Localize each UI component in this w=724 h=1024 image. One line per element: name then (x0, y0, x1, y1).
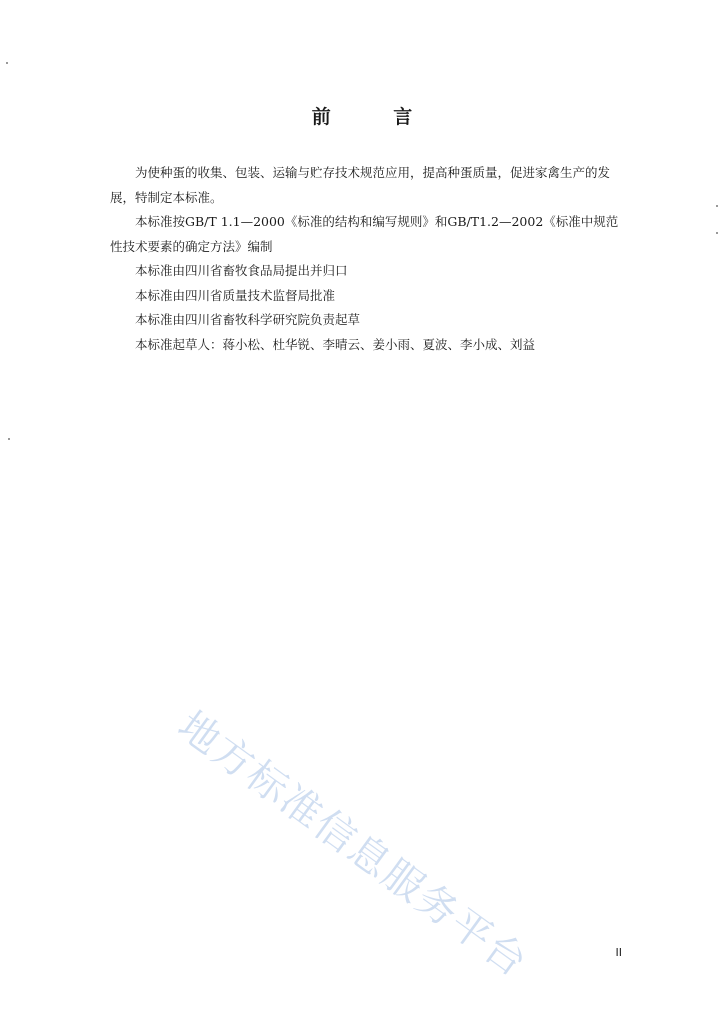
scan-speck (8, 438, 10, 440)
paragraph-drafters: 本标准起草人：蒋小松、杜华锐、李晴云、姜小雨、夏波、李小成、刘益 (135, 336, 536, 352)
paragraph-proposer: 本标准由四川省畜牧食品局提出并归口 (135, 263, 348, 278)
paragraph-approver: 本标准由四川省质量技术监督局批准 (135, 287, 336, 303)
page-number: II (615, 946, 622, 959)
watermark-text: 地方标准信息服务平台 (169, 702, 537, 987)
scan-speck (716, 232, 718, 234)
paragraph-purpose: 为使种蛋的收集、包装、运输与贮存技术规范应用，提高种蛋质量，促进家禽生产的发展，特制定本标准。 (110, 165, 611, 205)
page-title: 前 言 (311, 106, 441, 128)
scan-speck (6, 62, 8, 64)
paragraph-drafting-rules: 本标准按GB/T 1.1—2000《标准的结构和编写规则》和GB/T1.2—2002《标准中规范性技术要素的确定方法》编制 (110, 214, 619, 254)
foreword-body (110, 161, 630, 357)
paragraph-drafter-org: 本标准由四川省畜牧科学研究院负责起草 (135, 312, 361, 327)
scan-speck (716, 205, 718, 207)
